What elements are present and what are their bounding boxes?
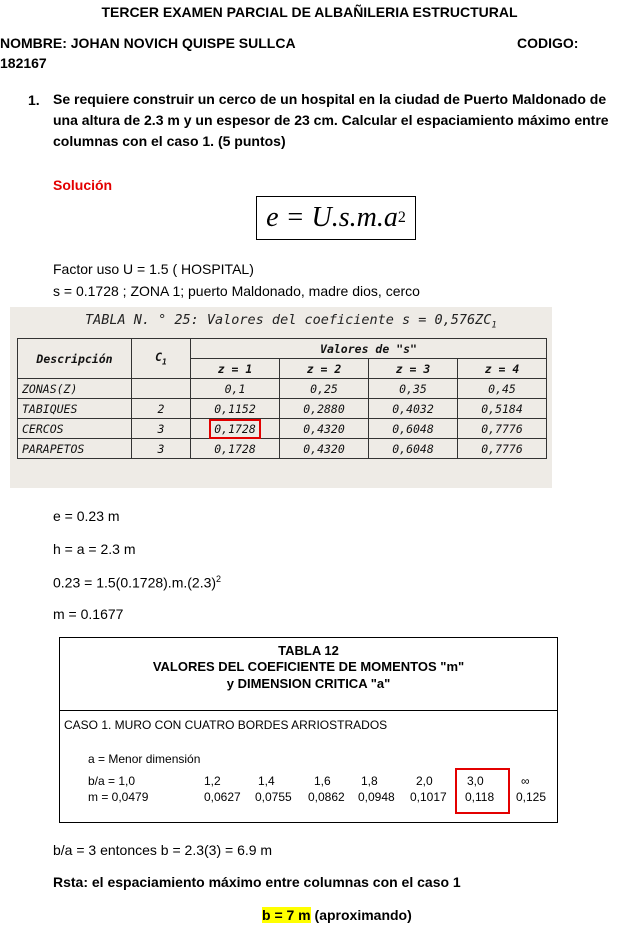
table25-col-c: $C_1$ — [132, 339, 191, 379]
final-answer: b = 7 m (aproximando) — [262, 907, 412, 923]
table12-m-value: 0,118 — [465, 790, 495, 804]
table12-subtitle2: y DIMENSION CRITICA "a" — [226, 676, 391, 691]
m-line: m = 0.1677 — [53, 606, 124, 622]
solution-label: Solución — [53, 177, 113, 193]
table12-m-value: 0,0948 — [358, 790, 395, 804]
table25-caption: TABLA N. ° 25: Valores del coeficiente $s = 0,576ZC_1$ — [85, 312, 497, 331]
table12-divider — [59, 710, 558, 711]
table25-col-desc: Descripción — [18, 339, 132, 379]
table25-row: PARAPETOS 3 0,1728 0,4320 0,6048 0,7776 — [18, 439, 547, 459]
formula-box — [256, 196, 416, 240]
table12-note: a = Menor dimensión — [88, 752, 201, 766]
table12-m-value: 0,0862 — [308, 790, 345, 804]
formula-main: e = U.s.m.a — [266, 202, 398, 233]
code-value: 182167 — [0, 55, 47, 71]
table25-row: ZONAS(Z) 0,1 0,25 0,35 0,45 — [18, 379, 547, 399]
table12-m-value: 0,1017 — [410, 790, 447, 804]
table12-ba-label: b/a = 1,0 — [88, 774, 136, 788]
exam-title: TERCER EXAMEN PARCIAL DE ALBAÑILERIA ESTRUCTURAL — [101, 4, 518, 20]
table12-case: CASO 1. MURO CON CUATRO BORDES ARRIOSTRADOS — [64, 718, 388, 732]
table25-z2: z = 2 — [280, 359, 369, 379]
table25-row: TABIQUES 2 0,1152 0,2880 0,4032 0,5184 — [18, 399, 547, 419]
table25-z1: z = 1 — [191, 359, 280, 379]
table25-group-header: Valores de "s" — [191, 339, 547, 359]
table12-m-value: 0,125 — [516, 790, 547, 804]
table12-m-label: m = 0,0479 — [88, 790, 149, 804]
question-text: Se requiere construir un cerco de un hospital en la ciudad de Puerto Maldonado de una altura de 2.3 m y un espesor de 23 cm. Calcular el espaciamiento máximo entre columnas con el caso 1. (5 puntos) — [53, 91, 609, 149]
answer-line: Rsta: el espaciamiento máximo entre columnas con el caso 1 — [53, 874, 461, 890]
ba-line: b/a = 3 entonces b = 2.3(3) = 6.9 m — [53, 842, 273, 858]
table12-ba-value: 1,4 — [258, 774, 275, 788]
table12-title: TABLA 12 — [278, 643, 339, 658]
e-line: e = 0.23 m — [53, 508, 120, 524]
table12-ba-value: ∞ — [521, 774, 530, 788]
question-number: 1. — [28, 92, 40, 108]
table12-m-value: 0,0627 — [204, 790, 241, 804]
equation-line: $0.23 = 1.5(0.1728).m.(2.3)^2$ — [53, 574, 222, 591]
s-line: s = 0.1728 ; ZONA 1; puerto Maldonado, madre dios, cerco — [53, 283, 420, 299]
table12-ba-value: 3,0 — [467, 774, 484, 788]
selected-s-highlight: 0,1728 — [209, 419, 261, 439]
table12-ba-value: 1,6 — [314, 774, 331, 788]
table12-ba-value: 1,8 — [361, 774, 378, 788]
factor-line: Factor uso U = 1.5 ( HOSPITAL) — [53, 261, 254, 277]
h-line: h = a = 2.3 m — [53, 541, 136, 557]
table12-m-value: 0,0755 — [255, 790, 292, 804]
table25 — [17, 338, 547, 459]
table25-z3: z = 3 — [369, 359, 458, 379]
formula-exponent: 2 — [397, 209, 406, 226]
table25-z4: z = 4 — [458, 359, 547, 379]
code-label: CODIGO: — [517, 35, 579, 51]
student-name: NOMBRE: JOHAN NOVICH QUISPE SULLCA — [0, 35, 296, 51]
final-answer-highlight: b = 7 m — [262, 907, 311, 923]
selected-m-highlight — [455, 768, 510, 814]
table12-ba-value: 1,2 — [204, 774, 221, 788]
table25-row-cercos: CERCOS 3 0,1728 0,4320 0,6048 0,7776 — [18, 419, 547, 439]
table12-subtitle: VALORES DEL COEFICIENTE DE MOMENTOS "m" — [152, 659, 465, 674]
table12-ba-value: 2,0 — [416, 774, 433, 788]
